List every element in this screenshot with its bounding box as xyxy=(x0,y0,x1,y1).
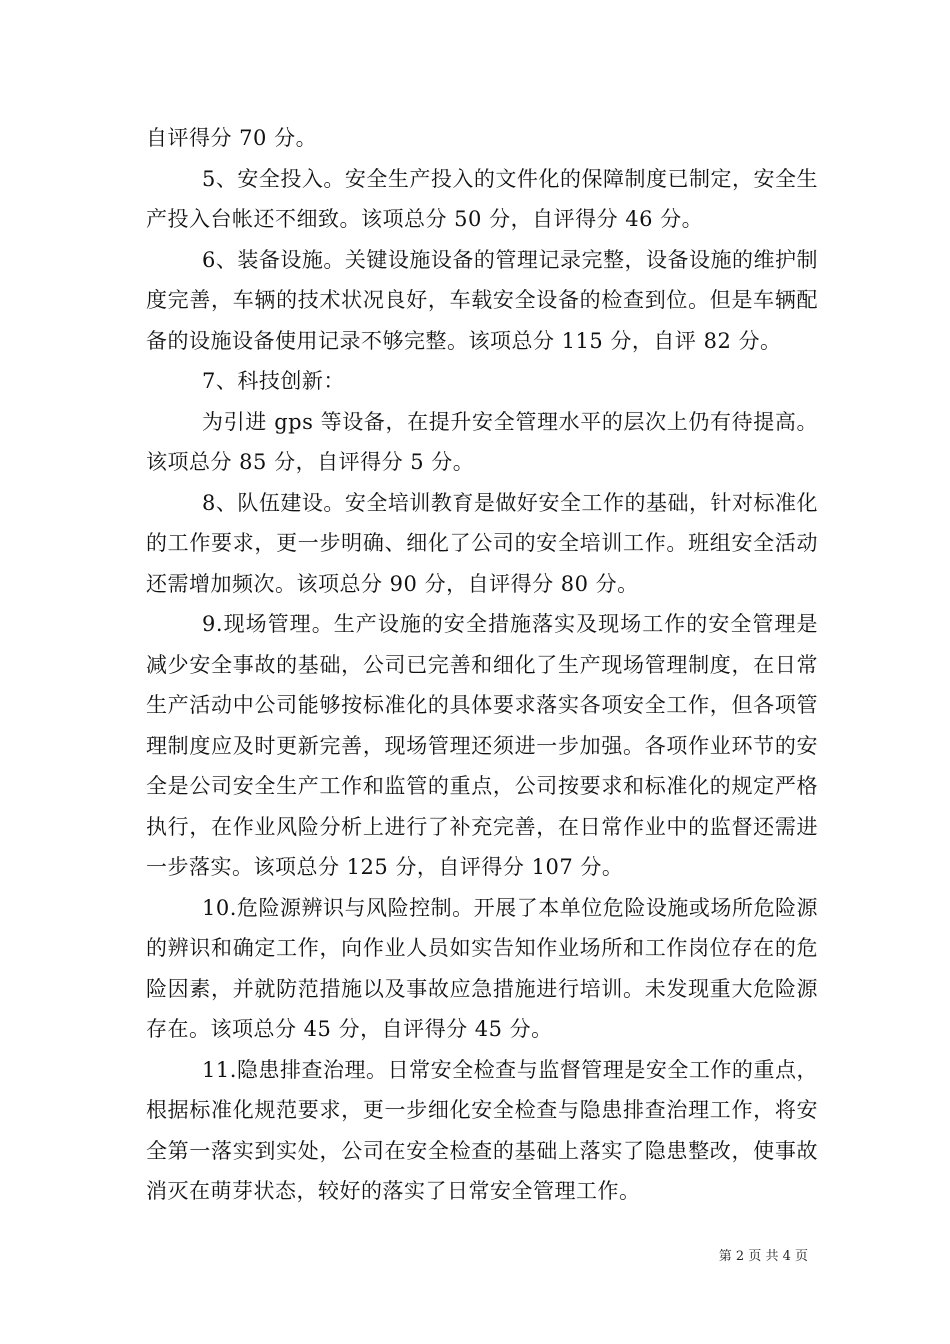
paragraph-score-continued: 自评得分 70 分。 xyxy=(146,126,318,150)
document-body xyxy=(146,118,818,1212)
page-number-footer: 第 2 页 共 4 页 xyxy=(718,1249,808,1264)
paragraph-tech-innovation: 为引进 gps 等设备，在提升安全管理水平的层次上仍有待提高。该项总分 85 分，自评得分 5 分。 xyxy=(146,409,818,474)
paragraph-safety-investment: 5、安全投入。安全生产投入的文件化的保障制度已制定，安全生产投入台帐还不细致。该项总分 50 分，自评得分 46 分。 xyxy=(146,166,818,231)
paragraph-hazard-identification: 10.危险源辨识与风险控制。开展了本单位危险设施或场所危险源的辨识和确定工作，向作业人员如实告知作业场所和工作岗位存在的危险因素，并就防范措施以及事故应急措施进行培训。未发现重大危险源存在。该项总分 45 分，自评得分 45 分。 xyxy=(146,895,818,1041)
paragraph-team-building: 8、队伍建设。安全培训教育是做好安全工作的基础，针对标准化的工作要求，更一步明确、细化了公司的安全培训工作。班组安全活动还需增加频次。该项总分 90 分，自评得分 80 分。 xyxy=(146,490,818,596)
paragraph-equipment-facilities: 6、装备设施。关键设施设备的管理记录完整，设备设施的维护制度完善，车辆的技术状况良好，车载安全设备的检查到位。但是车辆配备的设施设备使用记录不够完整。该项总分 115 分，自评 82 分。 xyxy=(146,247,818,353)
paragraph-site-management: 9.现场管理。生产设施的安全措施落实及现场工作的安全管理是减少安全事故的基础，公司已完善和细化了生产现场管理制度，在日常生产活动中公司能够按标准化的具体要求落实各项安全工作，但各项管理制度应及时更新完善，现场管理还须进一步加强。各项作业环节的安全是公司安全生产工作和监管的重点，公司按要求和标准化的规定严格执行，在作业风险分析上进行了补充完善，在日常作业中的监督还需进一步落实。该项总分 125 分，自评得分 107 分。 xyxy=(146,612,818,879)
paragraph-tech-innovation-heading: 7、科技创新： xyxy=(202,369,345,393)
paragraph-hidden-danger: 11.隐患排查治理。日常安全检查与监督管理是安全工作的重点，根据标准化规范要求，更一步细化安全检查与隐患排查治理工作，将安全第一落实到实处，公司在安全检查的基础上落实了隐患整改，使事故消灭在萌芽状态，较好的落实了日常安全管理工作。 xyxy=(146,1057,818,1203)
